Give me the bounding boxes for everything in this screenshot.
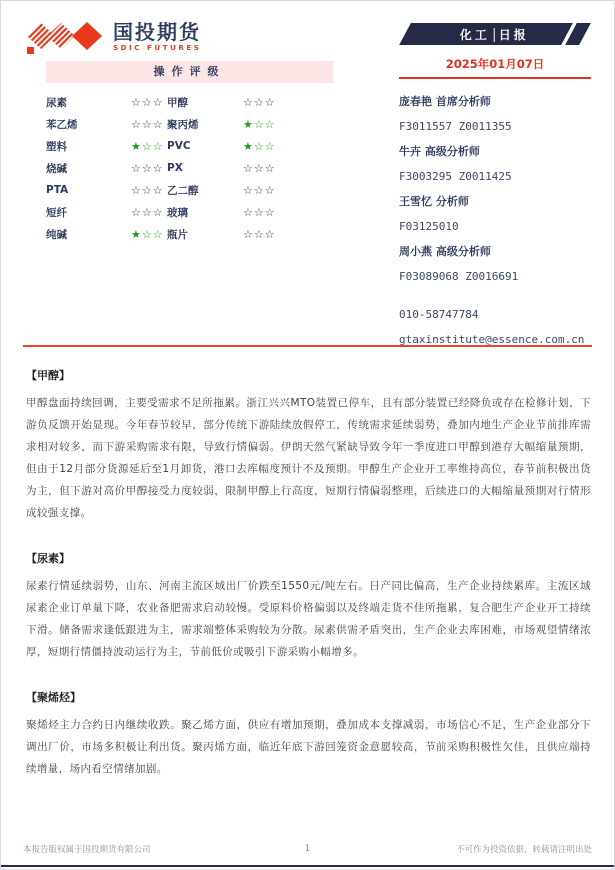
rating-stars: ☆☆☆: [131, 95, 164, 109]
brand-text: [113, 21, 201, 52]
rating-row: [46, 223, 333, 245]
product-name: 苯乙烯: [46, 118, 78, 131]
rating-stars: ☆☆☆: [131, 183, 164, 197]
ratings-grid: [46, 91, 333, 245]
rating-row: [46, 179, 333, 201]
section-urea: [26, 550, 591, 663]
brand-name: 国投期货: [113, 20, 201, 44]
banner-divider-line: [495, 27, 496, 41]
ratings-panel: [46, 61, 333, 245]
page-number: 1: [304, 844, 311, 854]
section-body: 聚烯烃主力合约日内继续收跌。聚乙烯方面，供应有增加预期，叠加成本支撑减弱，市场信心不足，生产企业部分下调出厂价，市场多积极让利出货。聚丙烯方面，临近年底下游回笼资金意愿较高，节前采购积极性欠佳，且供应端持续增量，场内看空情绪加剧。: [26, 719, 591, 775]
analyst-name: 牛卉 高级分析师: [399, 145, 480, 158]
product-name: 瓶片: [167, 228, 188, 241]
section-polyolefin: [26, 689, 591, 780]
brand-subtitle: SDIC FUTURES: [113, 44, 202, 52]
rating-stars: ☆☆☆: [243, 95, 276, 109]
ratings-header: 操作评级: [46, 61, 333, 83]
product-name: 烧碱: [46, 162, 67, 175]
rating-stars: ★☆☆: [131, 139, 164, 153]
rating-stars: ★☆☆: [243, 117, 276, 131]
rating-row: [46, 91, 333, 113]
report-date: 2025年01月07日: [399, 56, 591, 79]
product-name: 尿素: [46, 96, 67, 109]
header-divider-line: [23, 345, 592, 347]
bottom-rule: [1, 865, 614, 867]
section-title: 【聚烯烃】: [26, 691, 81, 704]
report-title: [460, 26, 529, 43]
rating-stars: ☆☆☆: [131, 117, 164, 131]
product-name: 短纤: [46, 206, 67, 219]
report-title-part1: 化工: [460, 27, 491, 42]
analysts-panel: [399, 89, 599, 352]
commentary-sections: [26, 367, 591, 806]
analyst-name: 周小燕 高级分析师: [399, 245, 491, 258]
rating-stars: ★☆☆: [243, 139, 276, 153]
analyst-code: F03125010: [399, 220, 459, 233]
product-name: 塑料: [46, 140, 67, 153]
analyst-name: 王雪忆 分析师: [399, 195, 469, 208]
rating-row: [46, 113, 333, 135]
product-name: 甲醇: [167, 96, 188, 109]
section-title: 【尿素】: [26, 552, 70, 565]
section-title: 【甲醇】: [26, 369, 70, 382]
contact-email[interactable]: gtaxinstitute@essence.com.cn: [399, 333, 585, 346]
rating-stars: ☆☆☆: [243, 205, 276, 219]
analyst-code: F3011557 Z0011355: [399, 120, 512, 133]
section-body: 甲醇盘面持续回调，主要受需求不足所拖累。浙江兴兴MTO装置已停车，且有部分装置已经降负或存在检修计划，下游负反馈开始显现。今年春节较早，部分传统下游陆续放假停工，传统需求延续弱势，叠加内地生产企业节前排库需求相对较多，而下游采购需求有限，导致行情偏弱。伊朗天然气紧缺导致今年一季度进口甲醇到港存大幅缩量预期，但由于12月部分货源延后至1月卸货，港口去库幅度预计不及预期。甲醇生产企业开工率维持高位，春节前积极出货为主，但下游对高价甲醇接受力度较弱，限制甲醇上行高度，短期行情偏弱整理，后续进口的大幅缩量预期对行情形成较强支撑。: [26, 397, 591, 519]
product-name: 纯碱: [46, 228, 67, 241]
rating-row: [46, 157, 333, 179]
product-name: PVC: [167, 140, 191, 152]
rating-stars: ☆☆☆: [131, 161, 164, 175]
masthead-right: [399, 23, 591, 79]
rating-stars: ★☆☆: [131, 227, 164, 241]
page-footer: [23, 843, 592, 855]
brand-logo-icon: [27, 21, 105, 55]
section-body: 尿素行情延续弱势，山东、河南主流区域出厂价跌至1550元/吨左右。日产同比偏高，生产企业持续累库。主流区域尿素企业订单量下降，农业备肥需求启动较慢。受原料价格偏弱以及终端走货不佳所拖累，复合肥生产企业开工持续下滑。储备需求逢低跟进为主，需求端整体采购较为分散。尿素供需矛盾突出，生产企业去库困难，市场观望情绪浓厚，短期行情僵持波动运行为主，节前低价或吸引下游采购小幅增多。: [26, 580, 591, 658]
product-name: 聚丙烯: [167, 118, 199, 131]
product-name: 乙二醇: [167, 184, 199, 197]
section-methanol: [26, 367, 591, 524]
rating-stars: ☆☆☆: [131, 205, 164, 219]
product-name: 玻璃: [167, 206, 188, 219]
rating-stars: ☆☆☆: [243, 227, 276, 241]
rating-stars: ☆☆☆: [243, 161, 276, 175]
report-title-banner: [399, 23, 591, 45]
product-name: PTA: [46, 184, 69, 196]
analyst-code: F03089068 Z0016691: [399, 270, 519, 283]
contact-phone: 010-58747784: [399, 308, 479, 321]
rating-row: [46, 135, 333, 157]
brand-logo: [27, 21, 201, 55]
footer-copyright: 本报告版权属于国投期货有限公司: [23, 845, 151, 855]
report-title-part2: 日报: [499, 27, 530, 42]
footer-disclaimer: 不可作为投资依据，转载请注明出处: [456, 845, 593, 855]
product-name: PX: [167, 162, 183, 174]
rating-row: [46, 201, 333, 223]
banner-slash-decoration: [561, 23, 577, 45]
analyst-code: F3003295 Z0011425: [399, 170, 512, 183]
analyst-name: 庞春艳 首席分析师: [399, 95, 491, 108]
rating-stars: ☆☆☆: [243, 183, 276, 197]
